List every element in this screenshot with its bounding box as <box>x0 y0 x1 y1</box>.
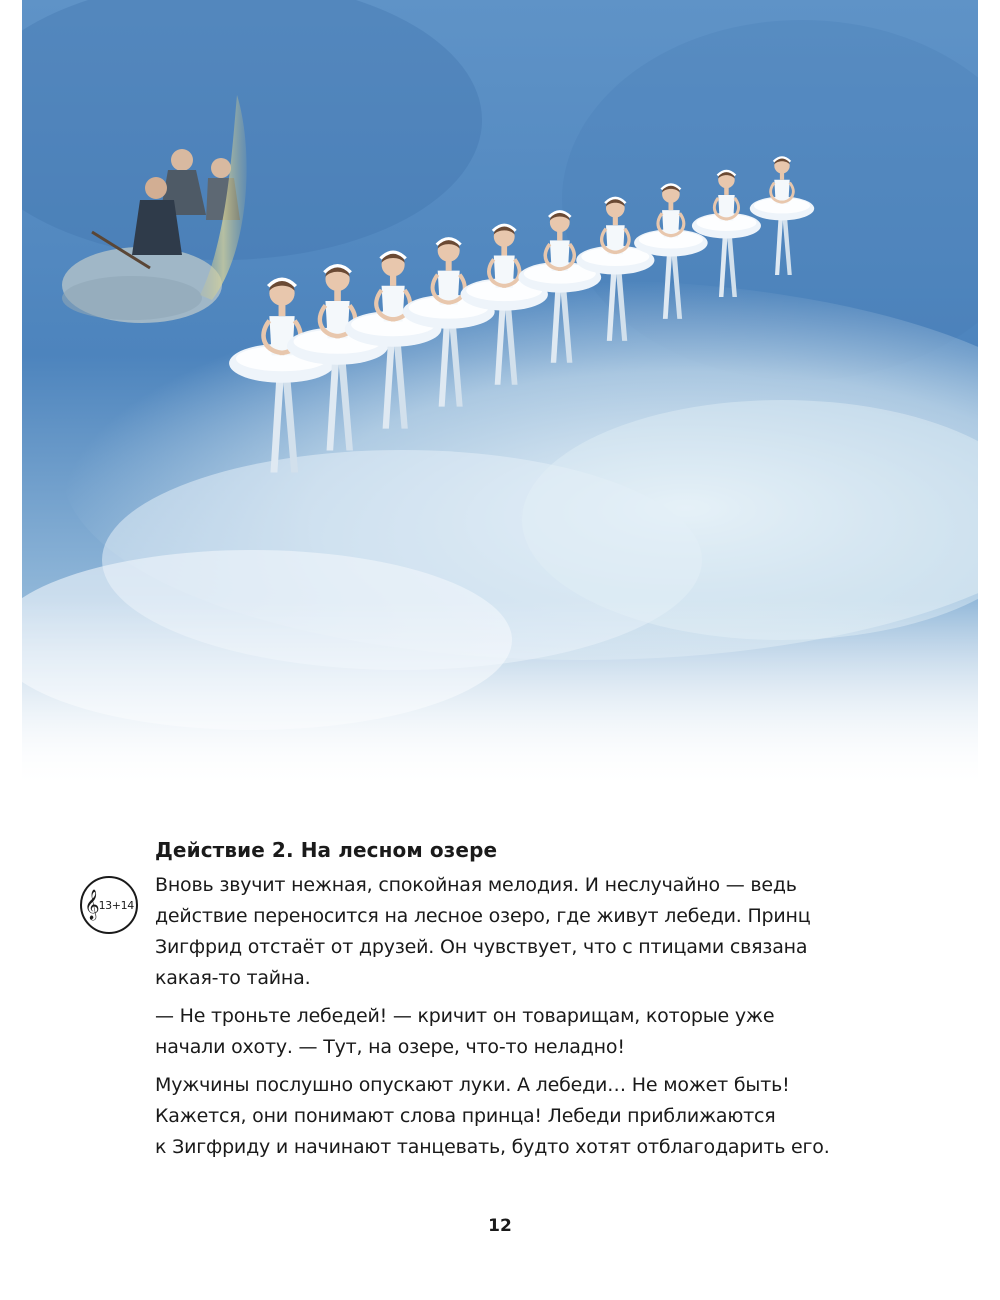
paragraph: Вновь звучит нежная, спокойная мелодия. И неслучайно — ведь действие переносится на лесное озеро, где живут лебеди. Принц Зигфрид отстаёт от друзей. Он чувствует, что с птицами связана какая-то тайна. <box>155 874 811 989</box>
ballet-illustration <box>22 0 978 790</box>
story-text <box>155 836 915 1170</box>
paragraph: Мужчины послушно опускают луки. А лебеди… Не может быть! Кажется, они понимают слова принца! Лебеди приближаются к Зигфриду и начинают танцевать, будто хотят отблагодарить его. <box>155 1074 830 1158</box>
swan-lake-painting <box>22 0 978 790</box>
section-heading: Действие 2. На лесном озере <box>155 838 498 862</box>
treble-clef-icon: 𝄞 <box>84 890 100 920</box>
page-number: 12 <box>488 1216 512 1236</box>
audio-track-badge <box>80 876 138 934</box>
paragraph: — Не троньте лебедей! — кричит он товарищам, которые уже начали охоту. — Тут, на озере, что-то неладно! <box>155 1005 775 1058</box>
track-numbers: 13+14 <box>98 898 134 912</box>
